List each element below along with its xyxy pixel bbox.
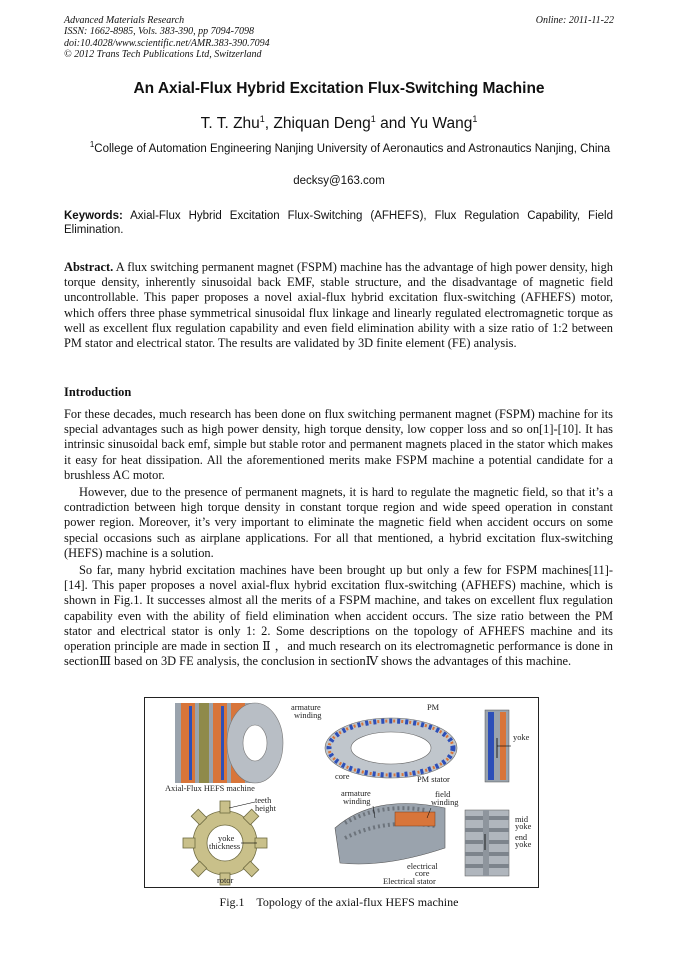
paper-title: An Axial-Flux Hybrid Excitation Flux-Switching Machine bbox=[133, 80, 545, 97]
label-end-yoke: end bbox=[515, 833, 528, 842]
pm-stator-side-view bbox=[485, 710, 511, 782]
author-name: Zhiquan Deng bbox=[273, 115, 371, 133]
label-pm-stator: PM stator bbox=[417, 775, 450, 784]
figure-drawing bbox=[145, 698, 538, 887]
label-teeth-height: height bbox=[255, 804, 276, 813]
affiliation bbox=[80, 138, 620, 156]
label-yoke-thickness: yoke bbox=[218, 834, 235, 843]
label-pm: PM bbox=[427, 703, 440, 712]
label-end-yoke: yoke bbox=[515, 840, 532, 849]
author-name: Yu Wang bbox=[410, 115, 473, 133]
abstract-text: A flux switching permanent magnet (FSPM) machine has the advantage of high power density, high torque density, inherently sinusoidal back EMF, stable structure, and the disadvantage of magnetic field uncontrollable. This paper proposes a novel axial-flux hybrid excitation flux-switching (AFHEFS) motor, which offers three phase symmetrical sinusoidal flux linkage and linearly regulated electromagnetic torque as well as excellent flux regulation capability and even field elimination ability with a size ratio of 1:2 between PM stator and electrical stator. The results are validated by 3D finite element (FE) analysis. bbox=[64, 260, 613, 351]
label-armature-winding: armature bbox=[291, 703, 321, 712]
topology-figure bbox=[144, 697, 539, 888]
axial-flux-machine-illustration bbox=[175, 703, 283, 783]
copyright-line: © 2012 Trans Tech Publications Ltd, Switzerland bbox=[64, 49, 262, 61]
keywords bbox=[64, 209, 613, 237]
author-name: T. T. Zhu bbox=[200, 115, 260, 133]
intro-paragraph-3: So far, many hybrid excitation machines have been brought up but only a few for FSPM machines[11]-[14]. This paper proposes a novel axial-flux hybrid excitation flux-switching (AFHEFS) machine, which is shown in Fig.1. It successes almost all the merits of a FSPM machine, and takes on excellent flux regulation capability even with the ability of field elimination when accident occurs. The size ratio between the PM stator and electrical stator is only 1: 2. Some descriptions on the topology of AFHEFS machine and its operation principle are made in section Ⅱ ，and much research on its electromagnetic performance is done in sectionⅢ based on 3D FE analysis, the conclusion in sectionⅣ shows the advantages of this machine. bbox=[64, 563, 613, 669]
label-electrical-core: core bbox=[415, 869, 430, 878]
journal-header bbox=[64, 15, 270, 61]
label-axial-flux-machine: Axial-Flux HEFS machine bbox=[165, 784, 255, 793]
label-armature-winding: winding bbox=[294, 711, 322, 720]
pm-stator-illustration bbox=[325, 718, 457, 778]
label-electrical-stator: Electrical stator bbox=[383, 877, 436, 886]
online-date: Online: 2011-11-22 bbox=[535, 15, 614, 26]
figure-caption: Fig.1 Topology of the axial-flux HEFS machine bbox=[219, 895, 459, 909]
keywords-text: Axial-Flux Hybrid Excitation Flux-Switching (AFHEFS), Flux Regulation Capability, Field Elimination. bbox=[64, 210, 613, 236]
author-email: decksy@163.com bbox=[293, 175, 385, 187]
abstract bbox=[64, 260, 613, 351]
label-rotor: rotor bbox=[217, 876, 234, 885]
label-electrical-core: electrical bbox=[407, 862, 438, 871]
label-yoke: yoke bbox=[513, 733, 530, 742]
label-field-winding: winding bbox=[431, 798, 459, 807]
author-separator: , bbox=[264, 115, 274, 133]
label-field-winding: field bbox=[435, 790, 451, 799]
affiliation-text: College of Automation Engineering Nanjing University of Aeronautics and Astronautics Nanjing, China bbox=[94, 142, 611, 155]
author-separator: and bbox=[375, 115, 411, 133]
label-mid-yoke: mid bbox=[515, 815, 529, 824]
keywords-label: Keywords: bbox=[64, 210, 123, 222]
author-list bbox=[0, 114, 678, 133]
issn-line: ISSN: 1662-8985, Vols. 383-390, pp 7094-7098 bbox=[64, 26, 254, 38]
doi-line: doi:10.4028/www.scientific.net/AMR.383-390.7094 bbox=[64, 37, 270, 49]
abstract-label: Abstract. bbox=[64, 260, 114, 274]
label-mid-yoke: yoke bbox=[515, 822, 532, 831]
intro-paragraph-1: For these decades, much research has been done on flux switching permanent magnet (FSPM) machine for its special advantages such as high power density, high torque density, low copper loss and so on[1]-[10]. It has intrinsic sinusoidal back emf, simple but stable rotor and permanent magnets placed in the stator which makes it easy for heat dissipation. All the aforementioned merits make FSPM machine a potential candidate for a brushless AC motor. bbox=[64, 407, 613, 482]
affiliation-mark: 1 bbox=[89, 140, 95, 149]
label-teeth-height: teeth bbox=[255, 796, 272, 805]
journal-name: Advanced Materials Research bbox=[64, 15, 185, 26]
electrical-stator-side-view bbox=[465, 810, 509, 876]
author-affiliation-mark: 1 bbox=[472, 114, 478, 124]
author-affiliation-mark: 1 bbox=[259, 114, 265, 124]
author-affiliation-mark: 1 bbox=[370, 114, 376, 124]
section-heading: Introduction bbox=[64, 385, 132, 399]
electrical-stator-illustration bbox=[335, 804, 445, 865]
label-armature-winding: winding bbox=[343, 797, 371, 806]
intro-paragraph-2: However, due to the presence of permanent magnets, it is hard to regulate the magnetic field, so that it’s a contradiction between high torque density in constant torque region and wide speed operation in constant power region. Moreover, it’s very important to eliminate the magnetic field when accident occurs on some special occasions such as airplane applications. For all that mentioned, a hybrid excitation flux-switching (HEFS) machine is a solution. bbox=[64, 485, 613, 560]
label-armature-winding: armature bbox=[341, 789, 371, 798]
label-yoke-thickness: thickness bbox=[209, 842, 241, 851]
label-core: core bbox=[335, 772, 350, 781]
